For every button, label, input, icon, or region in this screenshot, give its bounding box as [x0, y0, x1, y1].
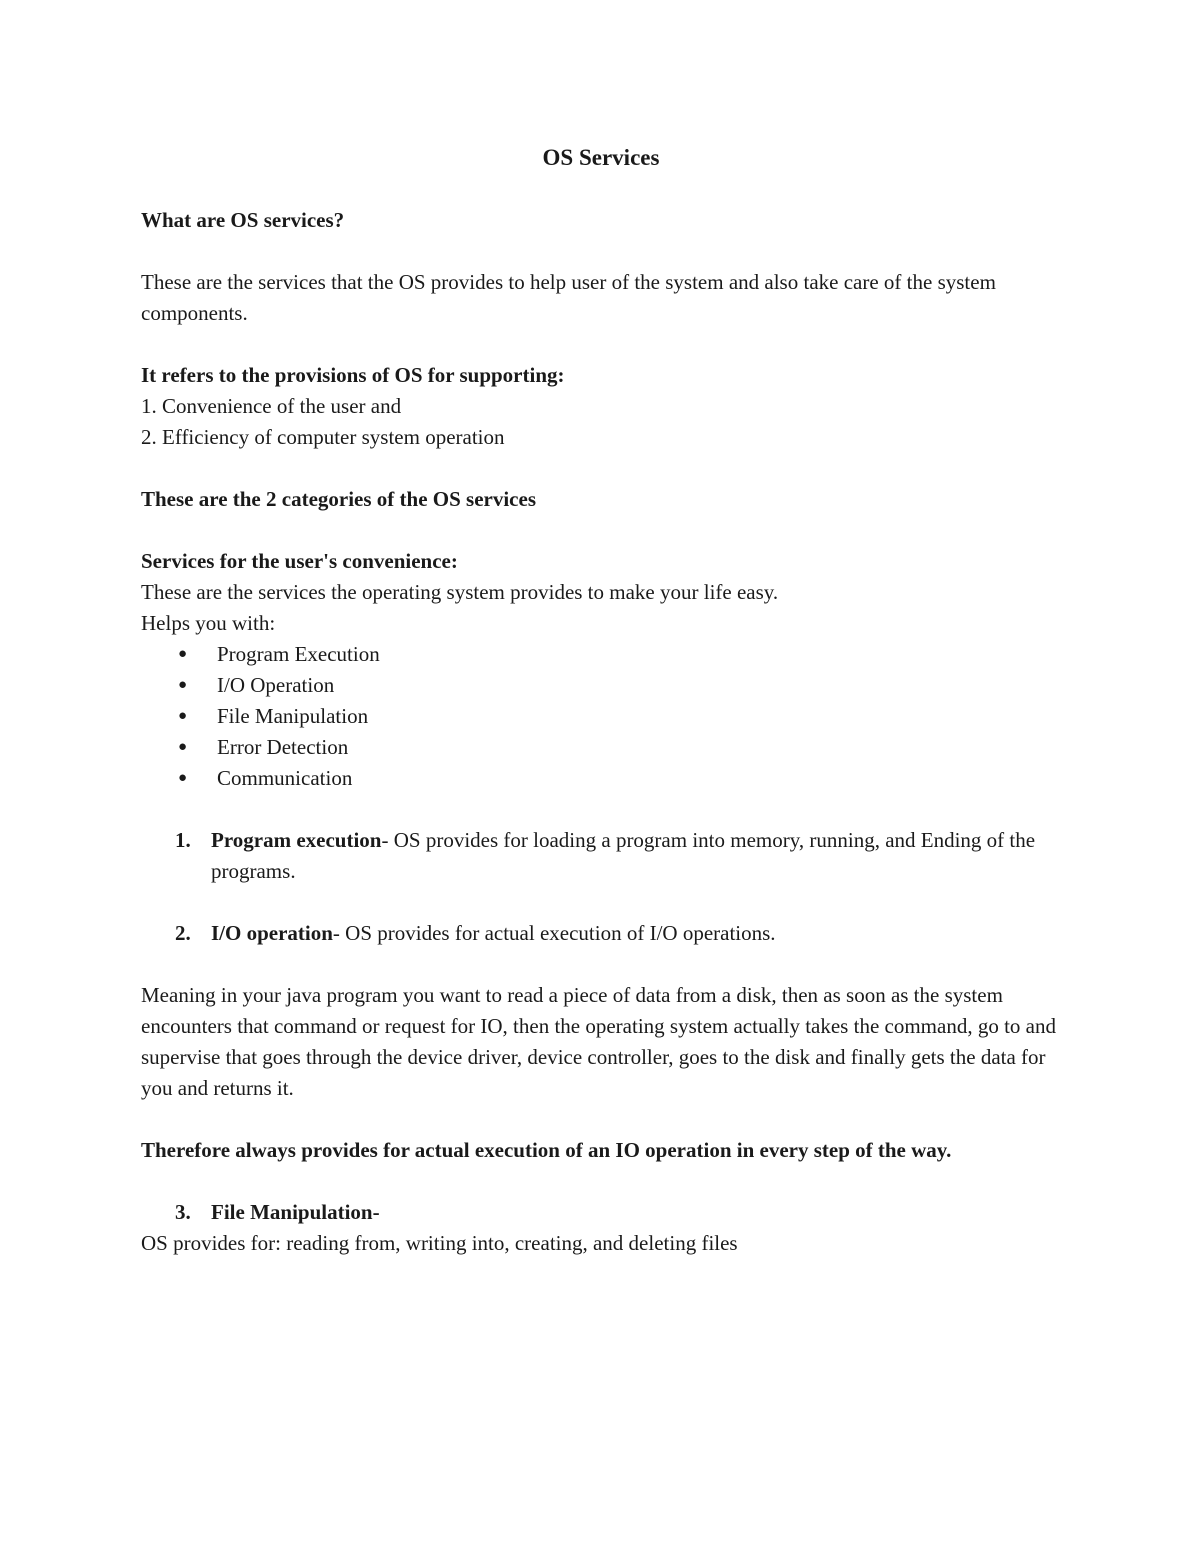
bullet-icon: ● [178, 770, 188, 786]
bullet-item [141, 763, 1061, 794]
numbered-item-program-execution [141, 825, 1061, 887]
item-term: I/O operation [211, 921, 333, 945]
item-number: 1. [175, 828, 191, 852]
item-term: File Manipulation- [211, 1200, 380, 1224]
bullet-item [141, 732, 1061, 763]
spacer [141, 515, 1061, 546]
item-text: - OS provides for loading a program into memory, running, and Ending of the programs. [211, 828, 1036, 883]
bullet-item [141, 701, 1061, 732]
item-term: Program execution [211, 828, 382, 852]
document-content [141, 141, 1061, 1259]
spacer [141, 949, 1061, 980]
bullet-icon: ● [178, 677, 188, 693]
item-text: - OS provides for actual execution of I/O operations. [332, 921, 776, 945]
spacer [141, 794, 1061, 825]
bullet-label: Communication [217, 766, 353, 790]
helps-text: Helps you with: [141, 611, 276, 635]
section-heading-user-convenience: Services for the user's convenience: [141, 549, 458, 573]
section-heading-refers: It refers to the provisions of OS for supporting: [141, 363, 565, 387]
item-number: 2. [175, 921, 191, 945]
bullet-item [141, 639, 1061, 670]
spacer [141, 1166, 1061, 1197]
meaning-paragraph: Meaning in your java program you want to read a piece of data from a disk, then as soon as the system encounters that command or request for IO, then the operating system actually takes the command, go to and supervise that goes through the device driver, device controller, goes to the disk and finally gets the data for you and returns it. [141, 983, 1056, 1100]
user-convenience-text: These are the services the operating system provides to make your life easy. [141, 580, 779, 604]
bullet-icon: ● [178, 646, 188, 662]
intro-paragraph: These are the services that the OS provides to help user of the system and also take care of the system components. [141, 270, 996, 325]
bullet-label: Error Detection [217, 735, 349, 759]
bullet-icon: ● [178, 739, 188, 755]
file-manipulation-text: OS provides for: reading from, writing into, creating, and deleting files [141, 1231, 738, 1255]
numbered-item-io-operation [141, 918, 1061, 949]
item-number: 3. [175, 1200, 191, 1224]
bullet-label: File Manipulation [217, 704, 369, 728]
spacer [141, 453, 1061, 484]
numbered-item-file-manipulation [141, 1197, 1061, 1228]
bullet-icon: ● [178, 708, 188, 724]
spacer [141, 236, 1061, 267]
bullet-item [141, 670, 1061, 701]
bullet-label: Program Execution [217, 642, 380, 666]
refers-item: 1. Convenience of the user and [141, 394, 402, 418]
therefore-statement: Therefore always provides for actual execution of an IO operation in every step of the way. [141, 1138, 952, 1162]
page-title: OS Services [542, 145, 660, 170]
refers-item: 2. Efficiency of computer system operation [141, 425, 505, 449]
bullet-label: I/O Operation [217, 673, 335, 697]
spacer [141, 1104, 1061, 1135]
spacer [141, 887, 1061, 918]
section-heading-categories: These are the 2 categories of the OS services [141, 487, 537, 511]
spacer [141, 329, 1061, 360]
section-heading-what-are-os-services: What are OS services? [141, 208, 345, 232]
